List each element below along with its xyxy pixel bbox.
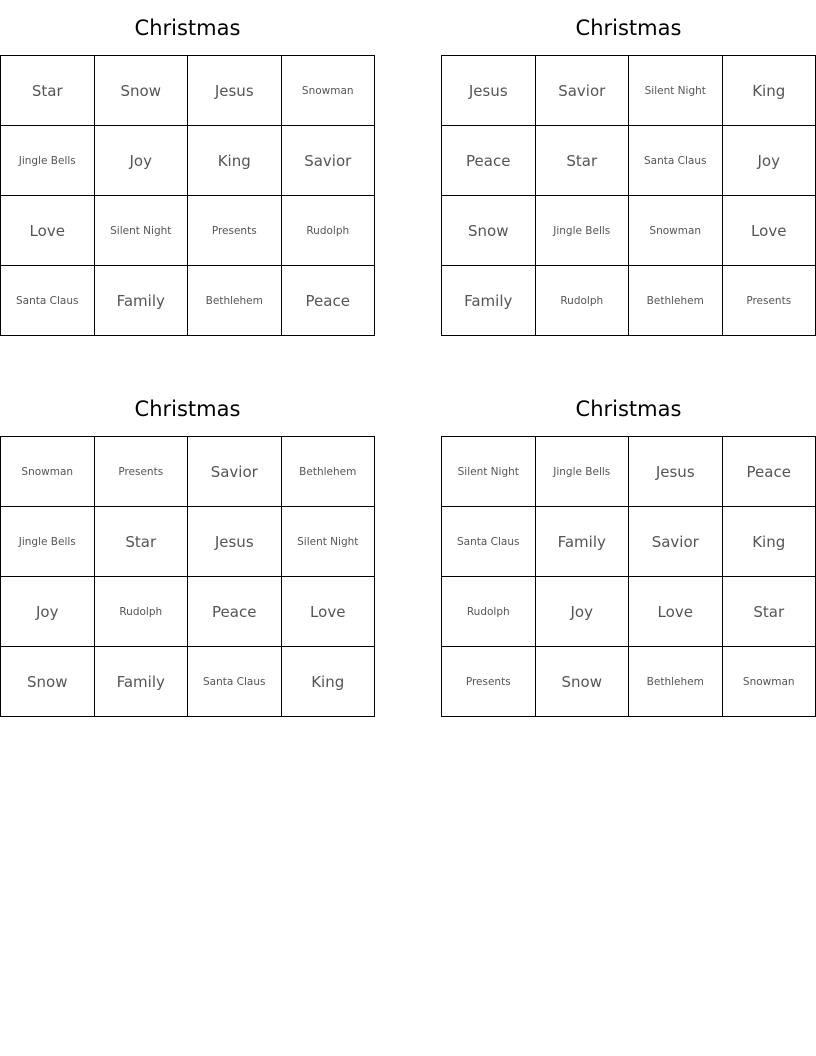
bingo-cell: Jingle Bells [1,507,95,577]
bingo-cell: Snowman [723,647,816,717]
bingo-card-1 [0,0,375,336]
bingo-cell: Family [95,266,189,336]
bingo-cell: Peace [282,266,376,336]
bingo-cell: Silent Night [282,507,376,577]
bingo-cell: Savior [282,126,376,196]
bingo-cell: Santa Claus [442,507,536,577]
bingo-card-3 [0,381,375,717]
bingo-cell: Presents [442,647,536,717]
bingo-cell: Savior [188,437,282,507]
bingo-cell: Silent Night [95,196,189,266]
bingo-cell: Bethlehem [188,266,282,336]
card-title: Christmas [575,396,682,421]
bingo-cell: Bethlehem [629,647,723,717]
bingo-grid [441,436,816,717]
bingo-cell: King [723,56,816,126]
bingo-cell: Jingle Bells [536,196,630,266]
bingo-cell: Jesus [188,507,282,577]
bingo-card-4 [441,381,816,717]
bingo-cell: Rudolph [282,196,376,266]
bingo-cell: Silent Night [629,56,723,126]
bingo-cell: Rudolph [536,266,630,336]
bingo-cell: Star [723,577,816,647]
bingo-cell: Love [723,196,816,266]
bingo-cell: Peace [188,577,282,647]
bingo-cell: Snow [442,196,536,266]
bingo-cell: Jesus [188,56,282,126]
bingo-cell: Rudolph [95,577,189,647]
bingo-cell: Star [95,507,189,577]
bingo-cell: Santa Claus [188,647,282,717]
card-title: Christmas [134,15,241,40]
bingo-cell: Silent Night [442,437,536,507]
card-title: Christmas [134,396,241,421]
bingo-cell: King [723,507,816,577]
bingo-cell: Rudolph [442,577,536,647]
bingo-cell: Snowman [1,437,95,507]
bingo-cell: Jingle Bells [1,126,95,196]
bingo-cell: Savior [629,507,723,577]
bingo-cell: Family [95,647,189,717]
bingo-cell: Family [442,266,536,336]
bingo-grid [0,436,375,717]
bingo-cell: Santa Claus [1,266,95,336]
bingo-cell: Savior [536,56,630,126]
bingo-cell: Peace [442,126,536,196]
bingo-cell: Bethlehem [629,266,723,336]
bingo-cell: Joy [536,577,630,647]
bingo-cell: Snow [536,647,630,717]
card-title: Christmas [575,15,682,40]
bingo-cell: King [188,126,282,196]
bingo-grid [441,55,816,336]
bingo-cell: Love [1,196,95,266]
bingo-cell: Family [536,507,630,577]
bingo-grid [0,55,375,336]
bingo-cell: Star [536,126,630,196]
bingo-card-2 [441,0,816,336]
bingo-cell: Love [282,577,376,647]
bingo-cell: Love [629,577,723,647]
bingo-cell: Joy [1,577,95,647]
bingo-cell: Peace [723,437,816,507]
bingo-cell: Santa Claus [629,126,723,196]
bingo-cell: Presents [723,266,816,336]
bingo-cell: King [282,647,376,717]
bingo-cell: Joy [95,126,189,196]
bingo-cell: Presents [188,196,282,266]
bingo-cell: Snow [95,56,189,126]
bingo-cell: Star [1,56,95,126]
bingo-cell: Jesus [442,56,536,126]
bingo-cell: Bethlehem [282,437,376,507]
bingo-cell: Presents [95,437,189,507]
bingo-cell: Jingle Bells [536,437,630,507]
bingo-cell: Snow [1,647,95,717]
bingo-cell: Joy [723,126,816,196]
bingo-cell: Snowman [282,56,376,126]
bingo-cell: Jesus [629,437,723,507]
bingo-cell: Snowman [629,196,723,266]
